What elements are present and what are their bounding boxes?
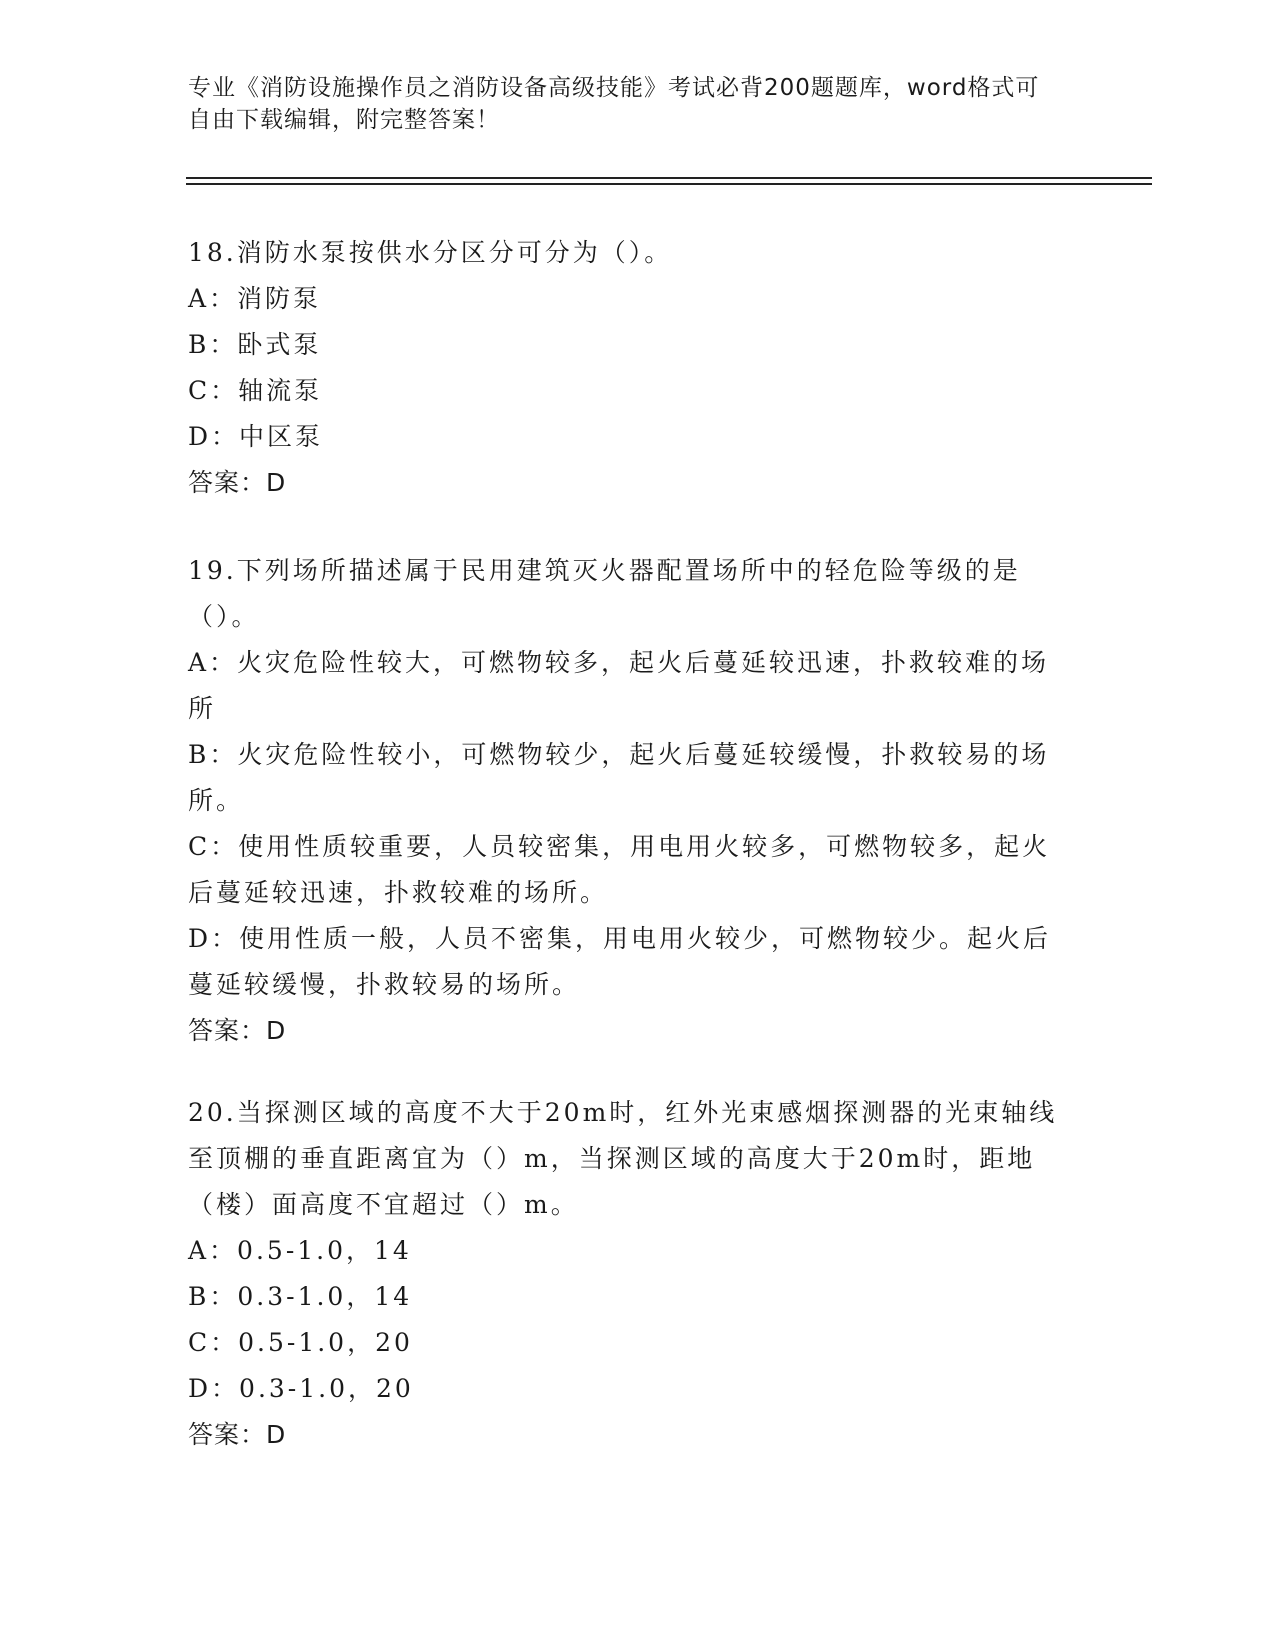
header-line-1: 专业《消防设施操作员之消防设备高级技能》考试必背200题题库，word格式可: [188, 75, 1040, 101]
option-b: B：卧式泵: [188, 330, 322, 359]
option-b: B：0.3-1.0，14: [188, 1282, 413, 1311]
question-19: [188, 548, 1073, 1054]
option-c: C：使用性质较重要，人员较密集，用电用火较多，可燃物较多，起火后蔓延较迅速，扑救较难的场所。: [188, 832, 1051, 907]
question-stem: 20.当探测区域的高度不大于20m时，红外光束感烟探测器的光束轴线至顶棚的垂直距离宜为（）m，当探测区域的高度大于20m时，距地（楼）面高度不宜超过（）m。: [188, 1098, 1058, 1219]
document-header: [188, 72, 1068, 136]
answer: 答案：D: [188, 468, 287, 497]
header-divider-top: [186, 177, 1152, 179]
question-20: [188, 1090, 1073, 1458]
question-stem: 19.下列场所描述属于民用建筑灭火器配置场所中的轻危险等级的是（）。: [188, 556, 1021, 631]
header-line-2: 自由下载编辑，附完整答案！: [188, 107, 500, 133]
answer: 答案：D: [188, 1016, 287, 1045]
option-d: D：0.3-1.0，20: [188, 1374, 414, 1403]
option-d: D：使用性质一般，人员不密集，用电用火较少，可燃物较少。起火后蔓延较缓慢，扑救较易的场所。: [188, 924, 1052, 999]
option-c: C：轴流泵: [188, 376, 323, 405]
option-a: A：消防泵: [188, 284, 322, 313]
question-stem: 18.消防水泵按供水分区分可分为（）。: [188, 238, 673, 267]
option-b: B：火灾危险性较小，可燃物较少，起火后蔓延较缓慢，扑救较易的场所。: [188, 740, 1050, 815]
header-divider-bottom: [186, 183, 1152, 185]
option-d: D：中区泵: [188, 422, 324, 451]
answer: 答案：D: [188, 1420, 287, 1449]
option-c: C：0.5-1.0，20: [188, 1328, 413, 1357]
option-a: A：0.5-1.0，14: [188, 1236, 412, 1265]
question-18: [188, 230, 1073, 506]
option-a: A：火灾危险性较大，可燃物较多，起火后蔓延较迅速，扑救较难的场所: [188, 648, 1050, 723]
